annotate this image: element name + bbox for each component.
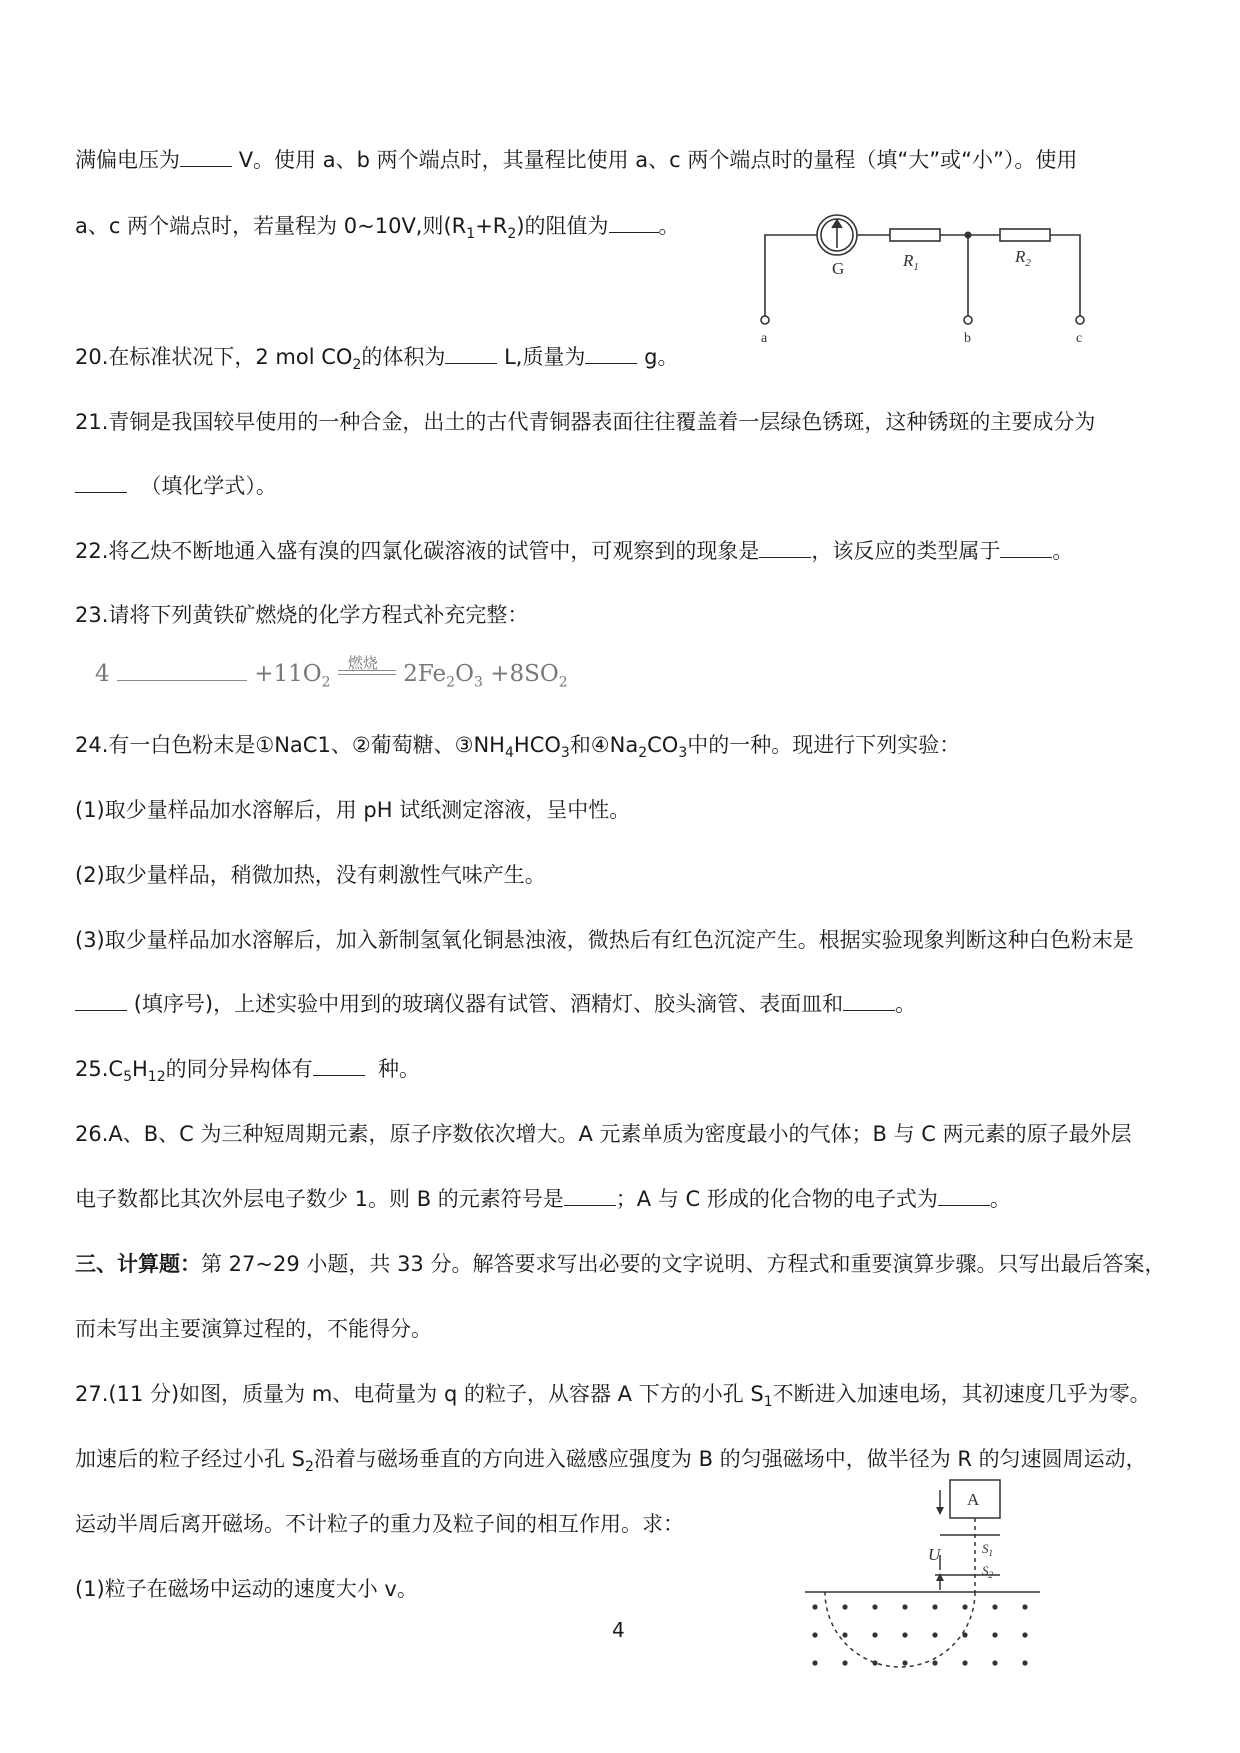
magnetic-field-diagram: [800, 1475, 1040, 1675]
field-dot: [932, 1604, 937, 1609]
s1-label: $S_1$: [982, 1541, 993, 1558]
line-range-ac: a、c 两个端点时，若量程为 0~10V,则$(R_1+R_2)$的阻值为 。: [75, 214, 680, 243]
field-dot: [992, 1604, 997, 1609]
field-dot: [992, 1660, 997, 1665]
field-dot: [842, 1632, 847, 1637]
question-21: 21.青铜是我国较早使用的一种合金，出土的古代青铜器表面往往覆盖着一层绿色锈斑，这种锈斑的主要成分为: [75, 410, 1096, 434]
field-dot: [962, 1632, 967, 1637]
answer-blank[interactable]: [313, 1055, 365, 1076]
question-26: 26.A、B、C 为三种短周期元素，原子序数依次增大。A 元素单质为密度最小的气体；B 与 C 两元素的原子最外层: [75, 1122, 1132, 1146]
answer-blank[interactable]: [180, 146, 232, 167]
field-dot: [1022, 1632, 1027, 1637]
question-26-cont: 电子数都比其次外层电子数少 1。则 B 的元素符号是 ；A 与 C 形成的化合物的电子式为 。: [75, 1187, 1011, 1211]
field-dot: [902, 1604, 907, 1609]
galvanometer-label: G: [832, 259, 845, 278]
field-dot: [812, 1660, 817, 1665]
equation-blank[interactable]: [117, 660, 247, 681]
galvanometer-circuit-diagram: [760, 200, 1090, 350]
field-dot: [812, 1632, 817, 1637]
field-dot: [812, 1604, 817, 1609]
question-27: 27.(11 分)如图，质量为 m、电荷量为 q 的粒子，从容器 A 下方的小孔 $S_1$不断进入加速电场，其初速度几乎为零。: [75, 1382, 1151, 1411]
r2-label: $R_2$: [1015, 247, 1031, 269]
page-number: 4: [612, 1618, 625, 1642]
magnetic-field-dots: [812, 1604, 1027, 1665]
question-23: 23.请将下列黄铁矿燃烧的化学方程式补充完整：: [75, 603, 529, 627]
section-3-heading-cont: 而未写出主要演算过程的，不能得分。: [75, 1317, 432, 1341]
answer-blank[interactable]: [843, 990, 895, 1011]
question-24-step-3: (3)取少量样品加水溶解后，加入新制氢氧化铜悬浊液，微热后有红色沉淀产生。根据实验现象判断这种白色粉末是: [75, 928, 1134, 952]
answer-blank[interactable]: [445, 343, 497, 364]
section-3-heading: 三、计算题：第 27~29 小题，共 33 分。解答要求写出必要的文字说明、方程式和重要演算步骤。只写出最后答案，: [75, 1252, 1166, 1276]
question-24-step-1: (1)取少量样品加水溶解后，用 pH 试纸测定溶液，呈中性。: [75, 798, 631, 822]
field-dot: [842, 1660, 847, 1665]
field-dot: [872, 1604, 877, 1609]
field-dot: [1022, 1660, 1027, 1665]
question-27-cont-1: 加速后的粒子经过小孔 $S_2$沿着与磁场垂直的方向进入磁感应强度为 B 的匀强磁场中，做半径为 R 的匀速圆周运动，: [75, 1447, 1147, 1476]
answer-blank[interactable]: [75, 472, 127, 493]
field-dot: [932, 1660, 937, 1665]
field-dot: [842, 1604, 847, 1609]
field-dot: [1022, 1604, 1027, 1609]
answer-blank[interactable]: [564, 1185, 616, 1206]
field-dot: [902, 1660, 907, 1665]
answer-blank[interactable]: [609, 212, 659, 233]
answer-blank[interactable]: [1000, 537, 1052, 558]
field-dot: [992, 1632, 997, 1637]
terminal-b-label: b: [964, 331, 971, 346]
s2-label: $S_2$: [982, 1563, 993, 1580]
field-dot: [962, 1604, 967, 1609]
question-20: 20.在标准状况下，2 mol $CO_2$的体积为 L,质量为 g。: [75, 345, 679, 374]
answer-blank[interactable]: [938, 1185, 990, 1206]
container-a-label: A: [967, 1490, 980, 1509]
question-21-cont: （填化学式）。: [75, 472, 277, 500]
field-dot: [962, 1660, 967, 1665]
terminal-c-label: c: [1076, 331, 1083, 346]
question-25: $25.C_5H_{12}$的同分异构体有 种。: [75, 1057, 420, 1086]
terminal-a-label: a: [761, 331, 768, 346]
reaction-condition: 燃烧: [338, 676, 396, 681]
question-27-cont-2: 运动半周后离开磁场。不计粒子的重力及粒子间的相互作用。求：: [75, 1512, 684, 1536]
field-dot: [872, 1632, 877, 1637]
field-dot: [902, 1632, 907, 1637]
field-dot: [872, 1660, 877, 1665]
answer-blank[interactable]: [759, 537, 811, 558]
answer-blank[interactable]: [585, 343, 637, 364]
question-27-part-1: (1)粒子在磁场中运动的速度大小 v。: [75, 1577, 418, 1601]
line-full-deflection: 满偏电压为 V。使用 a、b 两个端点时，其量程比使用 a、c 两个端点时的量程（填“大”或“小”）。使用: [75, 148, 1078, 172]
voltage-u-label: U: [928, 1545, 941, 1564]
question-24-step-3-cont: (填序号)，上述实验中用到的玻璃仪器有试管、酒精灯、胶头滴管、表面皿和 。: [75, 990, 916, 1018]
field-dot: [932, 1632, 937, 1637]
question-22: 22.将乙炔不断地通入盛有溴的四氯化碳溶液的试管中，可观察到的现象是 ，该反应的类型属于 。: [75, 539, 1074, 563]
pyrite-combustion-equation: $4 +11O_2$ 燃烧 $2Fe_2O_3 +8SO_2$: [95, 654, 568, 691]
question-24: 24.有一白色粉末是①NaC1、②葡萄糖、$③NH_4HCO_3$和$④Na_2CO_3$中的一种。现进行下列实验：: [75, 733, 961, 762]
answer-blank[interactable]: [75, 990, 127, 1011]
question-24-step-2: (2)取少量样品，稍微加热，没有刺激性气味产生。: [75, 863, 546, 887]
r1-label: $R_1$: [903, 251, 919, 273]
